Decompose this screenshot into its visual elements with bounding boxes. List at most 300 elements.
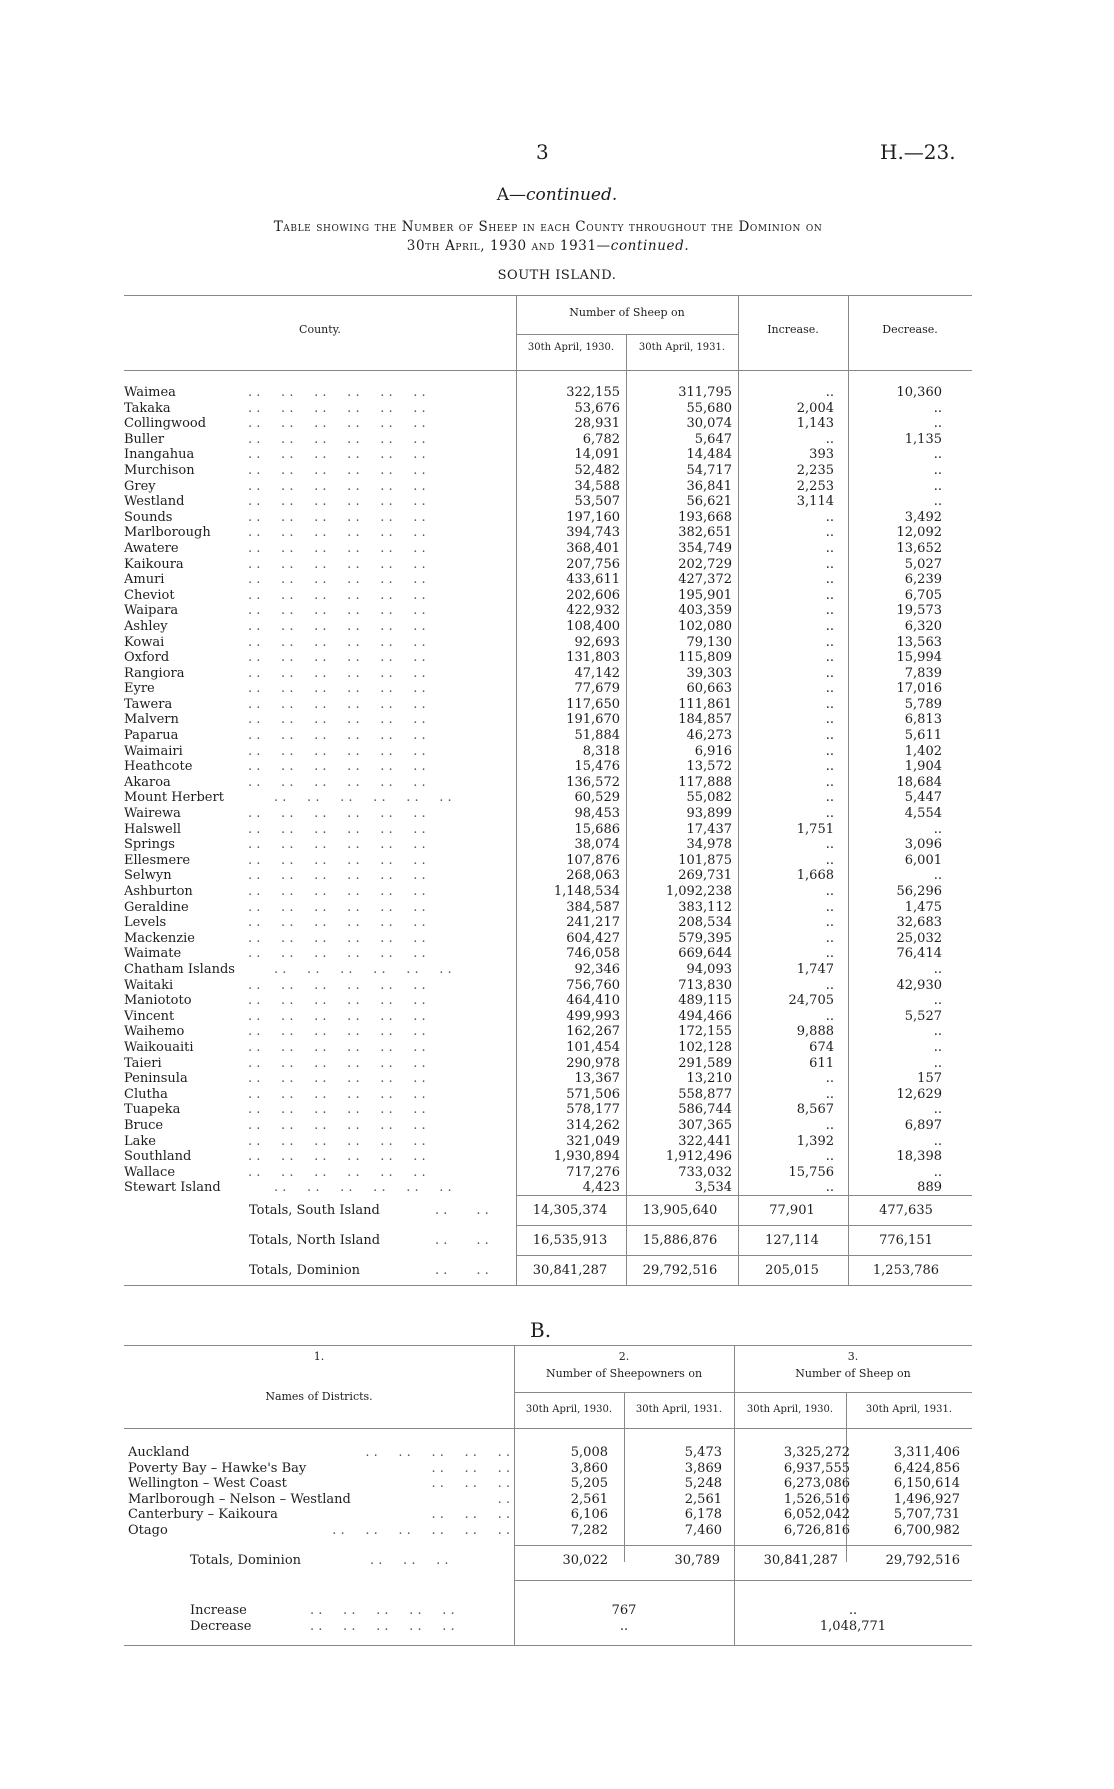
county-name: Westland [124,494,185,510]
leader-dots: . . . . . . . . . . . . [248,774,426,790]
county-name: Wallace [124,1164,176,1180]
sheep-1930-value: 6,782 [582,431,620,447]
sheep-1931-value: 115,809 [678,650,732,666]
leader-dots: . . . . . . . . . . . . [248,618,426,634]
sheep-1930-value: 6,937,555 [783,1460,850,1476]
county-name: Cheviot [124,587,175,603]
county-name: Waimea [124,385,176,400]
col-county-header: County. [299,323,341,336]
sheep-1931-value: 30,074 [686,416,732,432]
sheep-1931-value: 79,130 [686,634,732,650]
sheep-1930-value: 433,611 [566,572,620,588]
district-row [128,1507,968,1523]
district-name: Auckland [128,1445,190,1460]
b-decrease-label: Decrease [190,1619,252,1634]
table-b-top-rule [124,1345,972,1346]
table-row [124,1009,964,1025]
table-title-line2 [120,237,976,256]
county-name: Ashley [124,618,168,634]
sheep-1930-value: 34,588 [574,478,620,494]
increase-value: .. [825,681,834,697]
sheep-1930-value: 136,572 [566,774,620,790]
col-decrease-header: Decrease. [882,323,938,336]
b-increase-dots: . . . . . . . . . . [310,1603,455,1618]
increase-value: .. [825,603,834,619]
b-owners-1930-header: 30th April, 1930. [525,1404,613,1415]
increase-value: 24,705 [788,993,834,1009]
district-table-body [128,1445,968,1539]
sheep-1930-value: 117,650 [566,696,620,712]
county-name: Tuapeka [124,1102,181,1118]
totals-1930: 30,841,287 [532,1263,608,1278]
sheep-1930-value: 92,693 [574,634,620,650]
sheep-1930-value: 1,526,516 [783,1491,850,1507]
increase-value: .. [825,712,834,728]
owners-1930-value: 2,561 [570,1491,608,1507]
leader-dots: . . . . . . [431,1476,510,1492]
increase-value: 1,143 [796,416,834,432]
leader-dots: . . . . . . . . . . . . [248,1133,426,1149]
table-row [124,1056,964,1072]
table-row [124,635,964,651]
sheep-1931-value: 383,112 [678,899,732,915]
leader-dots: . . [497,1491,510,1507]
county-name: Takaka [124,400,171,416]
totals-increase: 77,901 [769,1203,815,1218]
sheep-1930-value: 384,587 [566,899,620,915]
decrease-value: 1,475 [904,899,942,915]
decrease-value: 6,705 [904,587,942,603]
leader-dots: . . . . . . . . . . [365,1445,510,1460]
decrease-value: 18,684 [896,774,942,790]
sheep-1930-value: 1,148,534 [553,884,620,899]
sheep-1931-value: 1,496,927 [893,1491,960,1507]
county-name: Kowai [124,634,165,650]
sheep-1930-value: 98,453 [574,806,620,822]
sheep-1931-value: 111,861 [678,696,732,712]
district-name: Marlborough – Nelson – Westland [128,1491,351,1507]
owners-1930-value: 3,860 [570,1460,608,1476]
county-name: Malvern [124,712,179,728]
increase-value: 15,756 [788,1164,834,1180]
table-title-line1: Table showing the Number of Sheep in each County throughout the Dominion on [273,219,823,235]
county-name: Waikouaiti [124,1039,194,1055]
b-totals-dots: . . . . . . [370,1553,449,1568]
leader-dots: . . . . . . . . . . . . [248,556,426,572]
table-title [120,218,976,256]
sheep-1930-value: 47,142 [574,665,620,681]
table-row [124,666,964,682]
table-b-bottom-rule [124,1645,972,1646]
county-name: Collingwood [124,416,207,432]
table-row [124,837,964,853]
sheep-1930-value: 8,318 [582,743,620,759]
sheep-1931-value: 54,717 [686,462,732,478]
sheep-1930-value: 368,401 [566,540,620,556]
decrease-value: 889 [917,1180,942,1196]
increase-value: 674 [809,1039,834,1055]
island-heading: SOUTH ISLAND. [497,268,617,283]
leader-dots: . . . . . . . . . . . . [248,385,426,400]
table-row [124,525,964,541]
sheep-1931-value: 184,857 [678,712,732,728]
district-row [128,1523,968,1539]
sheep-1931-value: 586,744 [678,1102,732,1118]
b-increase-label: Increase [190,1603,247,1618]
decrease-value: 13,563 [896,634,942,650]
increase-value: .. [825,1071,834,1087]
sheep-1931-value: 6,700,982 [893,1522,960,1538]
col-group-header: Number of Sheep on [569,306,685,319]
b-sheep-decrease: 1,048,771 [819,1619,887,1634]
owners-1931-value: 7,460 [684,1522,722,1538]
section-a-heading [0,185,1114,205]
b-col1-num: 1. [313,1350,325,1363]
leader-dots: . . . . . . . . . . . . [248,884,426,899]
col-1931-header: 30th April, 1931. [638,342,726,353]
sheep-1930-value: 321,049 [566,1133,620,1149]
leader-dots: . . . . . . . . . . . . [248,821,426,837]
leader-dots: . . . . . . . . . . . . [274,790,452,806]
b-totals-owners-1931: 30,789 [674,1553,720,1568]
increase-value: 3,114 [796,494,834,510]
table-row [124,401,964,417]
increase-value: .. [825,385,834,400]
decrease-value: 25,032 [896,930,942,946]
sheep-1930-value: 322,155 [566,385,620,400]
decrease-value: .. [933,494,942,510]
owners-1931-value: 6,178 [684,1507,722,1523]
owners-1931-value: 5,248 [684,1476,722,1492]
totals-decrease: 1,253,786 [872,1263,940,1278]
increase-value: .. [825,618,834,634]
decrease-value: .. [933,1164,942,1180]
leader-dots: . . . . . . . . . . . . [248,759,426,775]
sheep-1930-value: 499,993 [566,1008,620,1024]
leader-dots: . . . . . . . . . . . . [248,478,426,494]
leader-dots: . . . . . . . . . . . . [248,977,426,993]
decrease-value: 13,652 [896,540,942,556]
increase-value: .. [825,572,834,588]
sheep-1930-value: 202,606 [566,587,620,603]
decrease-value: .. [933,1039,942,1055]
sheep-1931-value: 39,303 [686,665,732,681]
table-row [124,868,964,884]
increase-value: .. [825,774,834,790]
table-row [124,993,964,1009]
county-name: Waimate [124,946,182,962]
increase-value: .. [825,634,834,650]
sheep-1931-value: 17,437 [686,821,732,837]
decrease-value: 6,897 [904,1117,942,1133]
county-name: Wairewa [124,806,181,822]
decrease-value: 1,135 [904,431,942,447]
sheep-1930-value: 92,346 [574,961,620,977]
increase-value: 611 [809,1055,834,1071]
leader-dots: . . . . . . . . . . . . [248,696,426,712]
sheep-1931-value: 6,150,614 [893,1476,960,1492]
totals-rule-2 [516,1225,972,1226]
table-row [124,1040,964,1056]
county-name: Vincent [124,1008,175,1024]
leader-dots: . . . . . . . . . . . . [248,525,426,541]
increase-value: .. [825,1008,834,1024]
county-name: Waitaki [124,977,174,993]
table-row [124,728,964,744]
increase-value: .. [825,1086,834,1102]
increase-value: .. [825,556,834,572]
table-title-line2-a: 30th April, 1930 and 1931— [406,238,611,254]
leader-dots: . . . . . . . . . . . . [248,743,426,759]
leader-dots: . . . . . . . . . . . . [332,1522,510,1538]
leader-dots: . . . . . . . . . . . . [248,1149,426,1165]
sheep-1931-value: 1,092,238 [665,884,732,899]
sheep-1930-value: 51,884 [574,728,620,744]
table-row [124,1134,964,1150]
table-row [124,697,964,713]
county-name: Bruce [124,1117,164,1133]
table-a-header-rule [124,370,972,371]
sheep-1930-value: 28,931 [574,416,620,432]
sheep-1931-value: 56,621 [686,494,732,510]
county-name: Heathcote [124,759,193,775]
leader-dots: . . . . . . . . . . . . [248,572,426,588]
sheep-1930-value: 107,876 [566,852,620,868]
sheep-1930-value: 38,074 [574,837,620,853]
table-row [124,790,964,806]
decrease-value: 7,839 [904,665,942,681]
district-name: Wellington – West Coast [128,1476,287,1492]
leader-dots: . . . . . . . . . . . . [248,1164,426,1180]
decrease-value: 4,554 [904,806,942,822]
decrease-value: 76,414 [896,946,942,962]
leader-dots: . . . . . . . . . . . . [248,915,426,931]
b-owners-increase: 767 [611,1603,637,1618]
leader-dots: . . . . . . . . . . . . [248,509,426,525]
table-row [124,681,964,697]
increase-value: .. [825,587,834,603]
sheep-1931-value: 208,534 [678,915,732,931]
leader-dots: . . . . . . . . . . . . [248,852,426,868]
table-row [124,1118,964,1134]
leader-dots: . . . . . . . . . . . . [248,665,426,681]
owners-1930-value: 5,008 [570,1445,608,1460]
county-name: Akaroa [124,774,171,790]
leader-dots: . . . . . . . . . . . . [248,462,426,478]
totals-label: Totals, North Island [249,1233,381,1248]
decrease-value: 12,092 [896,525,942,541]
increase-value: .. [825,743,834,759]
county-name: Stewart Island [124,1180,221,1196]
table-row [124,603,964,619]
sheep-1931-value: 13,572 [686,759,732,775]
sheep-1931-value: 669,644 [678,946,732,962]
county-name: Murchison [124,462,195,478]
b-decrease-dots: . . . . . . . . . . [310,1619,455,1634]
sheep-1930-value: 1,930,894 [553,1149,620,1165]
totals-dots: . . . . [435,1203,489,1218]
b-totals-sheep-1930: 30,841,287 [763,1553,838,1568]
increase-value: .. [825,915,834,931]
decrease-value: .. [933,1024,942,1040]
owners-1930-value: 6,106 [570,1507,608,1523]
owners-1931-value: 3,869 [684,1460,722,1476]
decrease-value: .. [933,447,942,463]
sheep-1930-value: 604,427 [566,930,620,946]
table-row [124,463,964,479]
table-a-group-rule [516,334,738,335]
county-table-body [124,385,964,1196]
sheep-1931-value: 93,899 [686,806,732,822]
table-b-header-rule [124,1428,972,1429]
totals-1930: 16,535,913 [532,1233,608,1248]
sheep-1931-value: 5,647 [694,431,732,447]
sheep-1930-value: 756,760 [566,977,620,993]
sheep-1930-value: 53,507 [574,494,620,510]
sheep-1930-value: 394,743 [566,525,620,541]
leader-dots: . . . . . . . . . . . . [248,946,426,962]
sheep-1931-value: 202,729 [678,556,732,572]
table-row [124,931,964,947]
increase-value: .. [825,728,834,744]
county-name: Peninsula [124,1071,188,1087]
totals-dots: . . . . [435,1233,489,1248]
table-b-sub-rule-2 [734,1392,972,1393]
leader-dots: . . . . . . . . . . . . [248,650,426,666]
sheep-1930-value: 14,091 [574,447,620,463]
county-name: Oxford [124,650,170,666]
b-col3-num: 3. [847,1350,859,1363]
totals-1931: 13,905,640 [642,1203,718,1218]
decrease-value: 6,001 [904,852,942,868]
sheep-1930-value: 131,803 [566,650,620,666]
increase-value: .. [825,930,834,946]
table-row [124,744,964,760]
b-sheep-1930-header: 30th April, 1930. [746,1404,834,1415]
decrease-value: 1,402 [904,743,942,759]
totals-rule-3 [516,1255,972,1256]
sheep-1931-value: 55,082 [686,790,732,806]
decrease-value: 5,611 [904,728,942,744]
decrease-value: 17,016 [896,681,942,697]
table-row [124,1165,964,1181]
increase-value: .. [825,431,834,447]
increase-value: .. [825,665,834,681]
county-name: Waipara [124,603,179,619]
sheep-1930-value: 717,276 [566,1164,620,1180]
sheep-1930-value: 314,262 [566,1117,620,1133]
sheep-1931-value: 322,441 [678,1133,732,1149]
leader-dots: . . . . . . . . . . . . [248,868,426,884]
leader-dots: . . . . . . . . . . . . [248,1055,426,1071]
totals-1931: 15,886,876 [642,1233,718,1248]
increase-value: .. [825,509,834,525]
sheep-1931-value: 579,395 [678,930,732,946]
leader-dots: . . . . . . . . . . . . [248,1102,426,1118]
leader-dots: . . . . . . . . . . . . [248,728,426,744]
totals-decrease: 776,151 [879,1233,933,1248]
sheep-1931-value: 172,155 [678,1024,732,1040]
decrease-value: .. [933,868,942,884]
county-name: Mackenzie [124,930,195,946]
county-name: Mount Herbert [124,790,224,806]
decrease-value: 10,360 [896,385,942,400]
totals-decrease: 477,635 [879,1203,933,1218]
increase-value: .. [825,759,834,775]
sheep-1930-value: 241,217 [566,915,620,931]
totals-1931: 29,792,516 [642,1263,718,1278]
increase-value: 8,567 [796,1102,834,1118]
leader-dots: . . . . . . . . . . . . [248,494,426,510]
leader-dots: . . . . . . . . . . . . [248,1086,426,1102]
table-row [124,978,964,994]
increase-value: .. [825,1180,834,1196]
sheep-1931-value: 94,093 [686,961,732,977]
table-row [124,619,964,635]
table-row [124,557,964,573]
county-name: Marlborough [124,525,211,541]
sheep-1931-value: 403,359 [678,603,732,619]
table-title-line2-b: continued. [610,238,690,254]
county-name: Geraldine [124,899,189,915]
decrease-value: 19,573 [896,603,942,619]
decrease-value: .. [933,993,942,1009]
sheep-1930-value: 422,932 [566,603,620,619]
decrease-value: 18,398 [896,1149,942,1165]
table-a-bottom-rule [124,1285,972,1286]
owners-1931-value: 2,561 [684,1491,722,1507]
sheep-1930-value: 6,273,086 [783,1476,850,1492]
decrease-value: .. [933,478,942,494]
sheep-1930-value: 6,052,042 [783,1507,850,1523]
increase-value: .. [825,790,834,806]
table-row [124,1102,964,1118]
decrease-value: 3,096 [904,837,942,853]
table-row [124,479,964,495]
sheep-1930-value: 15,686 [574,821,620,837]
increase-value: .. [825,899,834,915]
table-row [124,416,964,432]
leader-dots: . . . . . . . . . . . . [248,681,426,697]
sheep-1931-value: 3,534 [694,1180,732,1196]
sheep-1930-value: 15,476 [574,759,620,775]
table-row [124,822,964,838]
b-col2-num: 2. [618,1350,630,1363]
table-row [124,900,964,916]
decrease-value: 32,683 [896,915,942,931]
section-a-continued: continued. [526,185,618,205]
increase-value: 9,888 [796,1024,834,1040]
sheep-1931-value: 14,484 [686,447,732,463]
b-owners-1931-header: 30th April, 1931. [635,1404,723,1415]
county-name: Amuri [124,572,165,588]
decrease-value: 5,789 [904,696,942,712]
owners-1930-value: 5,205 [570,1476,608,1492]
sheep-1931-value: 489,115 [678,993,732,1009]
sheep-1931-value: 5,707,731 [893,1507,960,1523]
sheep-1930-value: 207,756 [566,556,620,572]
decrease-value: 56,296 [896,884,942,899]
b-col2-title: Number of Sheepowners on [545,1367,703,1380]
leader-dots: . . . . . . . . . . . . [248,806,426,822]
sheep-1930-value: 3,325,272 [783,1445,850,1460]
table-row [124,541,964,557]
increase-value: .. [825,540,834,556]
leader-dots: . . . . . . . . . . . . [248,993,426,1009]
decrease-value: .. [933,1055,942,1071]
leader-dots: . . . . . . . . . . . . [248,712,426,728]
decrease-value: 42,930 [896,977,942,993]
